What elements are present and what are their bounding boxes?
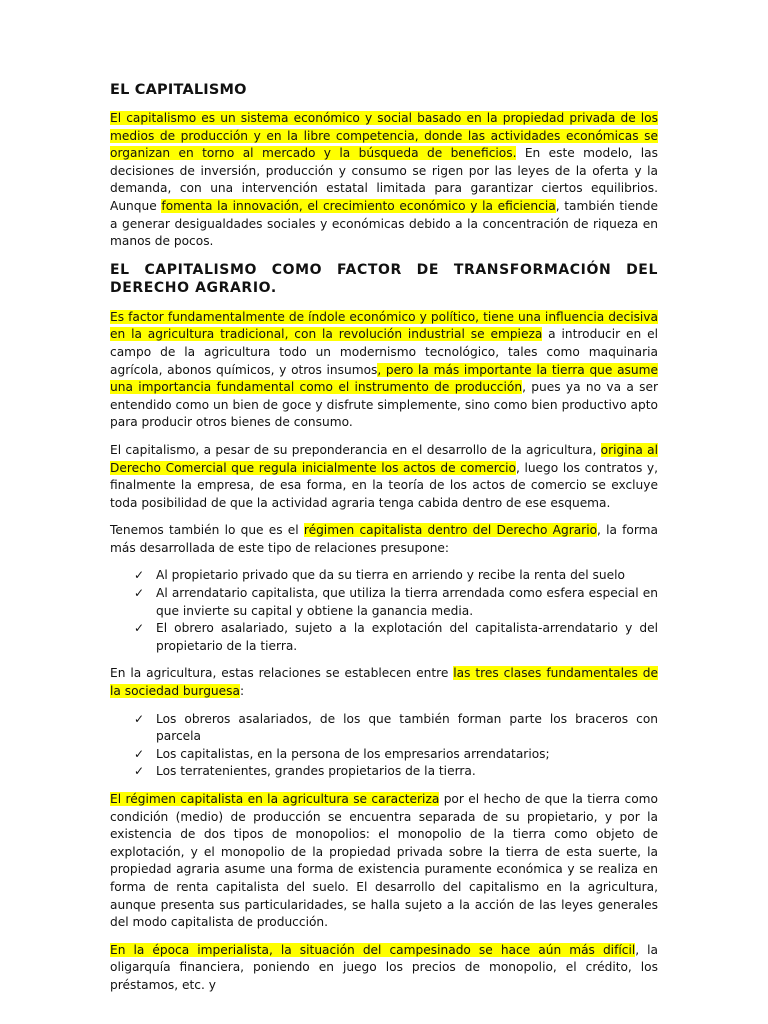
paragraph-regimen xyxy=(110,522,658,557)
document-page xyxy=(110,82,658,1005)
body-text: , luego los contratos y, finalmente la empresa, de esa forma, en la teoría de los actos de comercio se excluye toda posibilidad de que la actividad agraria tenga cabida dentro de ese esquema. xyxy=(110,460,658,510)
checkmark-icon: ✓ xyxy=(134,621,145,636)
list-item xyxy=(134,620,658,655)
document-title: EL CAPITALISMO xyxy=(110,82,247,98)
list-item xyxy=(134,585,658,620)
list-item-text: Los capitalistas, en la persona de los empresarios arrendatarios; xyxy=(156,746,550,761)
highlighted-text: origina al Derecho Comercial que regula inicialmente los actos de comercio xyxy=(110,442,659,475)
paragraph-intro xyxy=(110,110,658,251)
list-item-text: Los obreros asalariados, de los que también forman parte los braceros con parcela xyxy=(156,711,658,744)
list-item xyxy=(134,763,658,781)
body-text: En este modelo, las decisiones de inversión, producción y consumo se rigen por las leyes de la oferta y la demanda, con una intervención estatal limitada para garantizar ciertos equilibrios. Aunque xyxy=(110,146,658,213)
body-text: , la oligarquía financiera, poniendo en juego los precios de monopolio, el crédito, los préstamos, etc. y xyxy=(110,942,658,992)
body-text: , también tiende a generar desigualdades sociales y económicas debido a la concentración de riqueza en manos de pocos. xyxy=(110,198,658,249)
body-text: En la agricultura, estas relaciones se establecen entre xyxy=(110,666,454,681)
body-text: a introducir en el campo de la agricultura todo un modernismo tecnológico, tales como maquinaria agrícola, abonos químicos, y otros insumos xyxy=(110,327,658,377)
checkmark-icon: ✓ xyxy=(134,568,145,583)
list-item xyxy=(134,711,658,746)
paragraph-factor xyxy=(110,309,658,432)
section-heading: EL CAPITALISMO COMO FACTOR DE TRANSFORMACIÓN DEL DERECHO AGRARIO. xyxy=(110,261,658,296)
checkmark-icon: ✓ xyxy=(134,746,145,761)
paragraph-caracteriza xyxy=(110,791,658,932)
checkmark-icon: ✓ xyxy=(134,586,145,601)
highlighted-text: Es factor fundamentalmente de índole económico y político, tiene una influencia decisiva en la agricultura tradicional, con la revolución industrial se empieza xyxy=(110,309,658,342)
list-item xyxy=(134,567,658,585)
paragraph-derecho-comercial xyxy=(110,442,658,512)
list-item-text: Los terratenientes, grandes propietarios de la tierra. xyxy=(156,764,476,779)
paragraph-clases xyxy=(110,665,658,700)
body-text: , la forma más desarrollada de este tipo de relaciones presupone: xyxy=(110,523,659,555)
highlighted-text: fomenta la innovación, el crecimiento económico y la eficiencia xyxy=(161,198,556,213)
highlighted-text: régimen capitalista dentro del Derecho Agrario xyxy=(303,523,598,538)
paragraph-imperialista xyxy=(110,942,658,995)
body-text: : xyxy=(239,684,245,699)
body-text: El capitalismo, a pesar de su preponderancia en el desarrollo de la agricultura, xyxy=(110,442,601,457)
list-item-text: Al propietario privado que da su tierra en arriendo y recibe la renta del suelo xyxy=(156,568,625,583)
list-item xyxy=(134,746,658,764)
body-text: , pues ya no va a ser entendido como un bien de goce y disfrute simplemente, sino como bien productivo apto para producir otros bienes de consumo. xyxy=(110,380,659,430)
checkmark-icon: ✓ xyxy=(134,764,145,779)
body-text: por el hecho de que la tierra como condición (medio) de producción se encuentra separada de su propietario, y por la existencia de dos tipos de monopolios: el monopolio de la tierra como objeto de explotación, y el monopolio de la propiedad privada sobre la tierra de esta suerte, la propiedad agraria asume una forma de existencia puramente económica y se realiza en forma de renta capitalista del suelo. El desarrollo del capitalismo en la agricultura, aunque presenta sus particularidades, se halla sujeto a la acción de las leyes generales del modo capitalista de producción. xyxy=(110,792,659,930)
highlighted-text: En la época imperialista, la situación del campesinado se hace aún más difícil xyxy=(110,942,636,957)
classes-list xyxy=(110,711,658,781)
body-text: Tenemos también lo que es el xyxy=(110,523,304,538)
highlighted-text: , pero la más importante la tierra que asume una importancia fundamental como el instrumento de producción xyxy=(110,362,658,395)
highlighted-text: las tres clases fundamentales de la sociedad burguesa xyxy=(110,666,658,699)
relations-list xyxy=(110,567,658,655)
list-item-text: Al arrendatario capitalista, que utiliza la tierra arrendada como esfera especial en que invierte su capital y obtiene la ganancia media. xyxy=(156,586,658,618)
highlighted-text: El régimen capitalista en la agricultura se caracteriza xyxy=(110,792,440,806)
checkmark-icon: ✓ xyxy=(134,711,145,726)
list-item-text: El obrero asalariado, sujeto a la explotación del capitalista-arrendatario y del propietario de la tierra. xyxy=(156,621,658,653)
highlighted-text: El capitalismo es un sistema económico y social basado en la propiedad privada de los medios de producción y en la libre competencia, donde las actividades económicas se organizan en torno al mercado y la búsqueda de beneficios. xyxy=(110,111,658,161)
